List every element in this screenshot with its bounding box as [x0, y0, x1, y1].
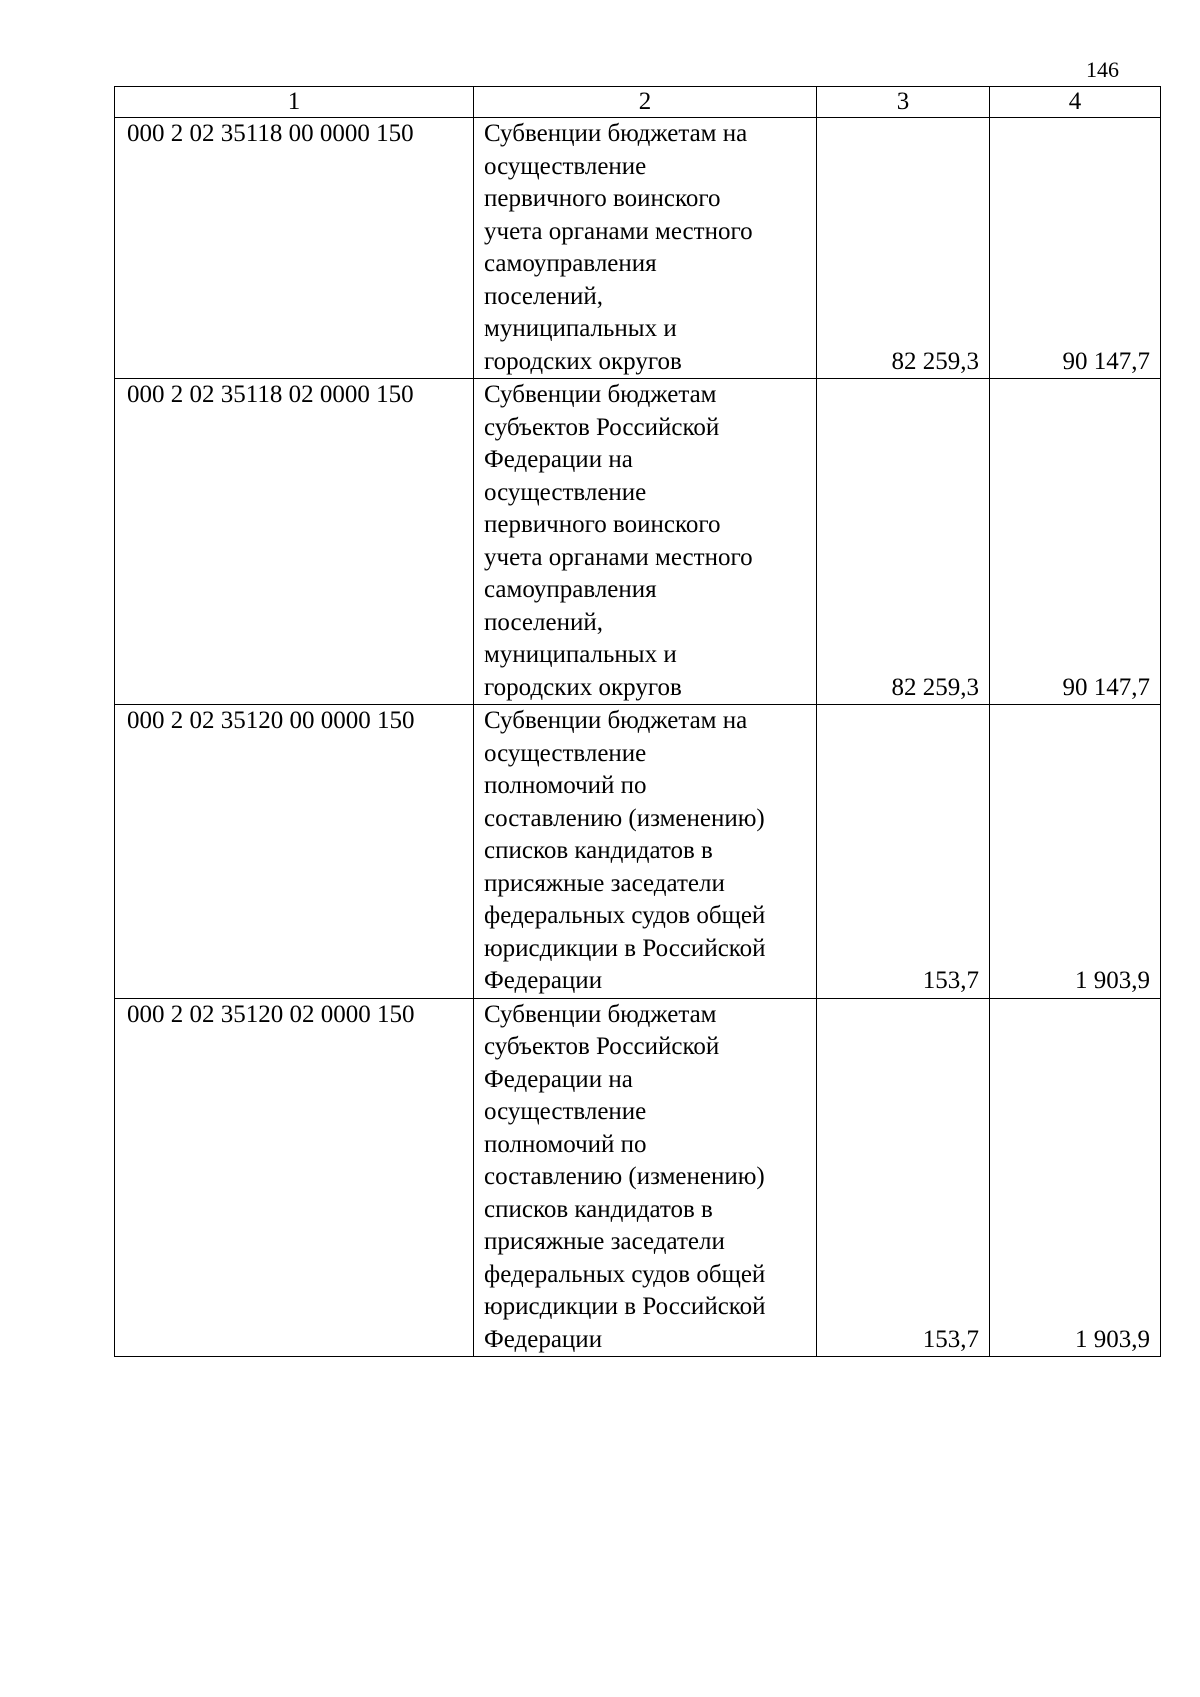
classification-code-cell: 000 2 02 35118 02 0000 150 — [115, 379, 474, 705]
description-cell — [474, 118, 817, 379]
description-line: Федерации на — [484, 1065, 633, 1093]
description-line: самоуправления — [484, 576, 657, 603]
budget-table — [114, 86, 1161, 1357]
description-line: присяжные заседатели — [484, 869, 725, 897]
description-line: осуществление — [484, 152, 647, 180]
description-line: первичного воинского — [484, 511, 721, 538]
description-line: муниципальных и — [484, 641, 677, 668]
amount-col3-cell: 82 259,3 — [817, 118, 990, 379]
description-cell — [474, 705, 817, 999]
column-header-4: 4 — [990, 87, 1161, 118]
description-line: списков кандидатов в — [484, 1195, 713, 1223]
description-line: Субвенции бюджетам на — [484, 707, 748, 734]
description-line: самоуправления — [484, 250, 657, 277]
description-line: субъектов Российской — [484, 1033, 720, 1060]
classification-code-cell: 000 2 02 35120 00 0000 150 — [115, 705, 474, 999]
table-header-row — [115, 87, 1161, 118]
description-line: Субвенции бюджетам на — [484, 120, 748, 147]
description-line: присяжные заседатели — [484, 1228, 725, 1255]
description-line: Федерации — [484, 967, 603, 994]
description-line: поселений, — [484, 282, 603, 310]
description-line: федеральных судов общей — [484, 902, 766, 929]
amount-col3-cell: 82 259,3 — [817, 379, 990, 705]
amount-col4-cell: 1 903,9 — [990, 998, 1161, 1357]
column-header-2: 2 — [474, 87, 817, 118]
description-line: учета органами местного — [484, 543, 753, 571]
description-line: составлению (изменению) — [484, 804, 765, 832]
amount-col3-cell: 153,7 — [817, 705, 990, 999]
description-line: осуществление — [484, 1098, 647, 1125]
amount-col4-cell: 90 147,7 — [990, 118, 1161, 379]
description-line: Федерации на — [484, 446, 633, 473]
description-line: первичного воинского — [484, 185, 721, 212]
description-cell — [474, 379, 817, 705]
description-line: полномочий по — [484, 1130, 647, 1158]
table-row — [115, 998, 1161, 1357]
amount-col4-cell: 90 147,7 — [990, 379, 1161, 705]
description-line: списков кандидатов в — [484, 837, 713, 864]
table-body — [115, 118, 1161, 1357]
amount-col3-cell: 153,7 — [817, 998, 990, 1357]
description-line: полномочий по — [484, 772, 647, 799]
description-line: федеральных судов общей — [484, 1260, 766, 1288]
description-line: муниципальных и — [484, 315, 677, 342]
description-line: городских округов — [484, 673, 682, 701]
description-cell — [474, 998, 817, 1357]
classification-code-cell: 000 2 02 35120 02 0000 150 — [115, 998, 474, 1357]
description-line: юрисдикции в Российской — [484, 934, 766, 962]
column-header-3: 3 — [817, 87, 990, 118]
description-line: Субвенции бюджетам — [484, 1000, 717, 1028]
description-line: Федерации — [484, 1325, 603, 1353]
table-row — [115, 705, 1161, 999]
column-header-1: 1 — [115, 87, 474, 118]
description-line: осуществление — [484, 478, 647, 506]
classification-code-cell: 000 2 02 35118 00 0000 150 — [115, 118, 474, 379]
description-line: субъектов Российской — [484, 413, 720, 441]
table-row — [115, 118, 1161, 379]
page-number: 146 — [1086, 57, 1119, 82]
description-line: Субвенции бюджетам — [484, 381, 717, 408]
description-line: учета органами местного — [484, 217, 753, 245]
description-line: поселений, — [484, 608, 603, 636]
description-line: городских округов — [484, 347, 682, 375]
description-line: составлению (изменению) — [484, 1163, 765, 1190]
amount-col4-cell: 1 903,9 — [990, 705, 1161, 999]
description-line: осуществление — [484, 739, 647, 767]
table-row — [115, 379, 1161, 705]
description-line: юрисдикции в Российской — [484, 1293, 766, 1320]
